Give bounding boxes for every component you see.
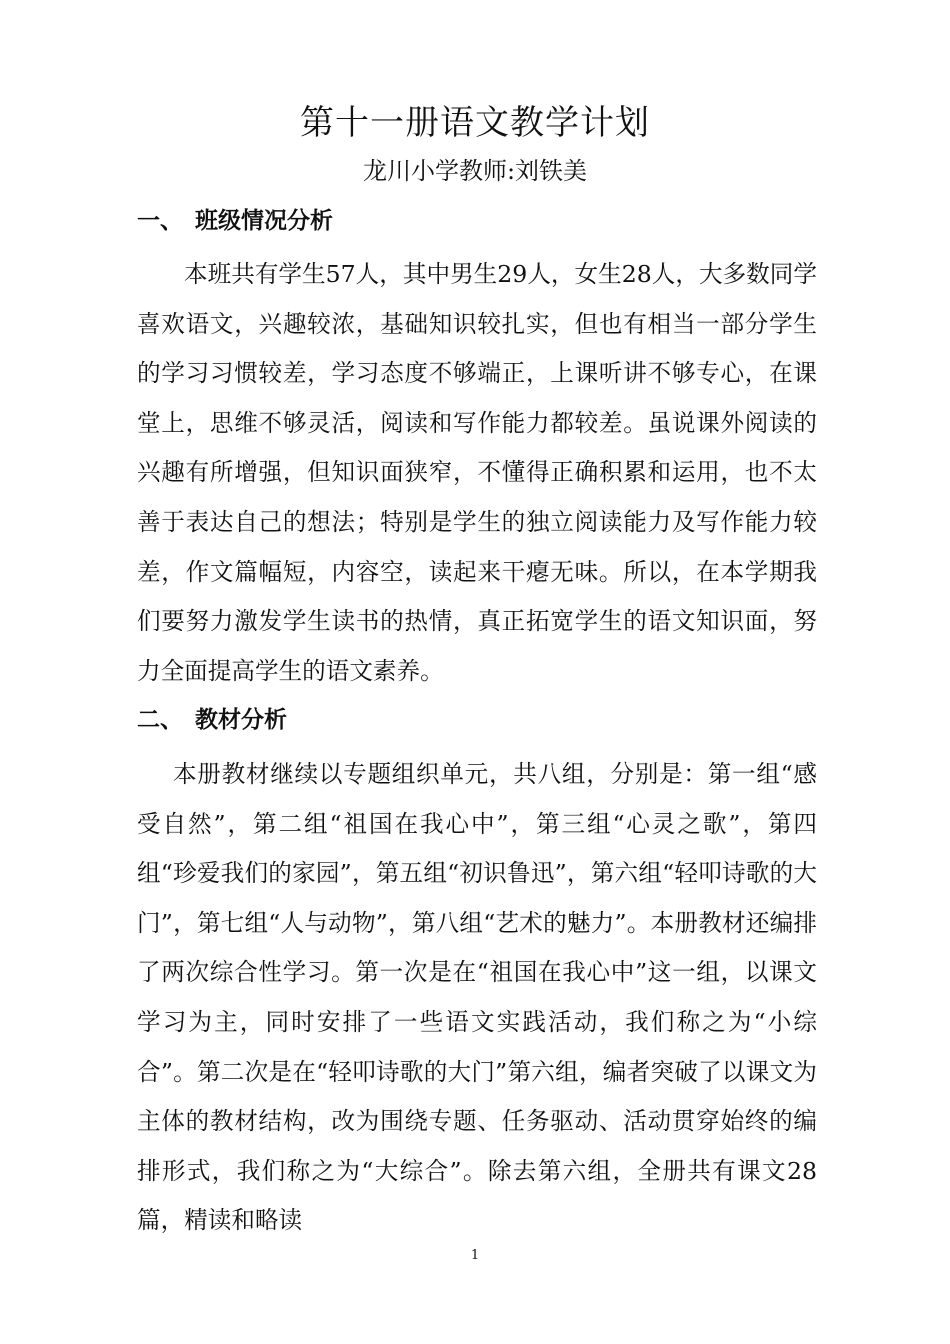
- section-number: 一、: [137, 208, 183, 234]
- document-title: 第十一册语文教学计划: [300, 103, 650, 143]
- page-number: 1: [470, 1248, 480, 1263]
- document-author: 龙川小学教师:刘铁美: [362, 157, 588, 185]
- section-paragraph-textbook-analysis: 本册教材继续以专题组织单元，共八组，分别是：第一组“感受自然”，第二组“祖国在我心中”，第三组“心灵之歌”，第四组“珍爱我们的家园”，第五组“初识鲁迅”，第六组“轻叩诗歌的大门”，第七组“人与动物”，第八组“艺术的魅力”。本册教材还编排了两次综合性学习。第一次是在“祖国在我心中”这一组，以课文学习为主，同时安排了一些语文实践活动，我们称之为“小综合”。第二次是在“轻叩诗歌的大门”第六组，编者突破了以课文为主体的教材结构，改为围绕专题、任务驱动、活动贯穿始终的编排形式，我们称之为“大综合”。除去第六组，全册共有课文28篇，精读和略读: [137, 760, 817, 1235]
- section-paragraph-class-analysis: 本班共有学生57人，其中男生29人，女生28人，大多数同学喜欢语文，兴趣较浓，基础知识较扎实，但也有相当一部分学生的学习习惯较差，学习态度不够端正，上课听讲不够专心，在课堂上，思维不够灵活，阅读和写作能力都较差。虽说课外阅读的兴趣有所增强，但知识面狭窄，不懂得正确积累和运用，也不太善于表达自己的想法；特别是学生的独立阅读能力及写作能力较差，作文篇幅短，内容空，读起来干瘪无味。所以，在本学期我们要努力激发学生读书的热情，真正拓宽学生的语文知识面，努力全面提高学生的语文素养。: [137, 260, 817, 685]
- section-number: 二、: [137, 707, 183, 733]
- section-heading-text: 班级情况分析: [195, 208, 333, 234]
- section-heading-class-analysis: [137, 203, 333, 239]
- section-heading-text: 教材分析: [195, 707, 287, 733]
- section-heading-textbook-analysis: [137, 702, 287, 738]
